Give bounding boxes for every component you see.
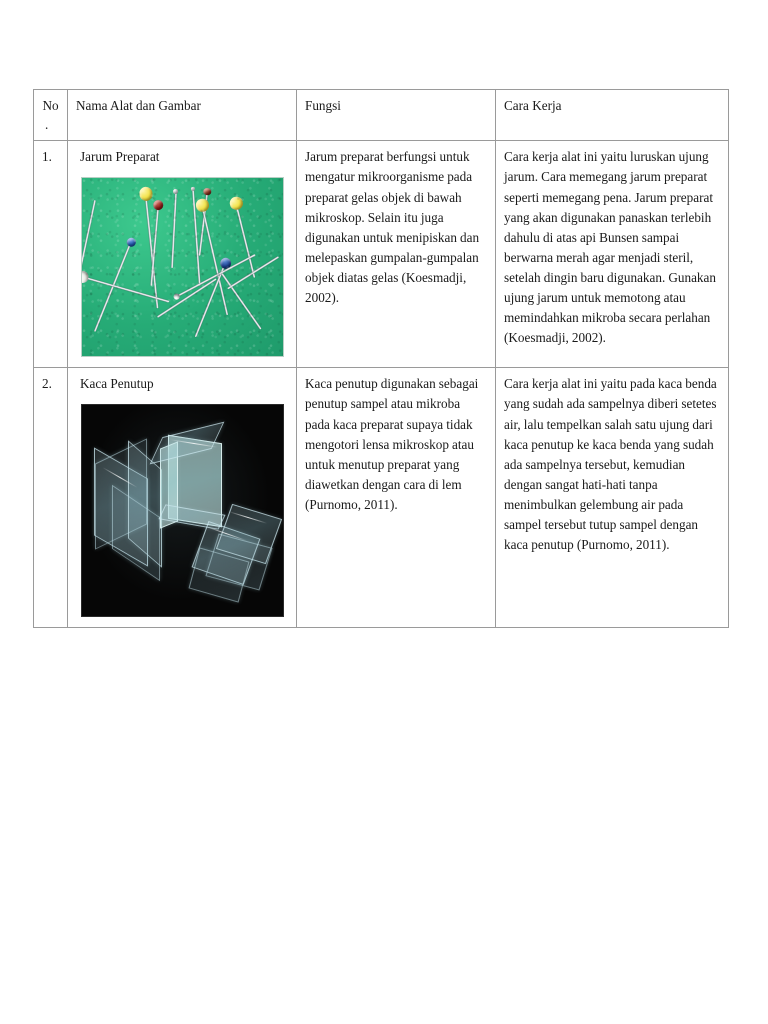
table-header-row: [34, 90, 729, 141]
table-header: [34, 90, 729, 141]
procedure-cell: [496, 141, 729, 368]
row-number: 1.: [34, 141, 68, 368]
table-body: [34, 141, 729, 628]
function-text: Kaca penutup digunakan sebagai penutup sampel atau mikroba pada kaca preparat supaya tidak mengotori lensa mikroskop atau untuk menutup preparat yang diawetkan dengan cara di lem (Purnomo, 2011).: [305, 376, 479, 513]
procedure-text: Cara kerja alat ini yaitu pada kaca benda yang sudah ada sampelnya diberi setetes air, lalu tempelkan salah satu ujung dari kaca penutup ke kaca benda yang sudah ada sampelnya tersebut, kemudian dengan sangat hati-hati tanpa menimbulkan gelembung air pada sampel tersebut tutup sampel dengan kaca penutup (Purnomo, 2011).: [504, 376, 717, 553]
column-header-no-label: No: [42, 98, 59, 113]
lab-equipment-table: [33, 89, 729, 628]
equipment-figure: [81, 404, 289, 617]
function-text: Jarum preparat berfungsi untuk mengatur mikroorganisme pada preparat gelas objek di bawah mikroskop. Selain itu juga digunakan untuk menipiskan dan melepaskan gumpalan-gumpalan objek diatas gelas (Koesmadji, 2002).: [305, 149, 480, 306]
procedure-text: Cara kerja alat ini yaitu luruskan ujung jarum. Cara memegang jarum preparat seperti memegang pena. Jarum preparat yang akan digunakan panaskan terlebih dahulu di atas api Bunsen sampai berwarna merah agar menjadi steril, setelah dingin baru digunakan. Gunakan ujung jarum untuk memotong atau memindahkan mikroba secara perlahan (Koesmadji, 2002).: [504, 149, 716, 346]
kaca-penutup-photo: [81, 404, 284, 617]
equipment-name-cell: [68, 368, 297, 628]
column-header-nama: Nama Alat dan Gambar: [68, 90, 297, 141]
function-cell: [297, 141, 496, 368]
equipment-name: Kaca Penutup: [80, 376, 154, 392]
column-header-cara-kerja: Cara Kerja: [496, 90, 729, 141]
table-row: [34, 141, 729, 368]
procedure-cell: [496, 368, 729, 628]
column-header-fungsi: Fungsi: [297, 90, 496, 141]
table-row: [34, 368, 729, 628]
column-header-no: [34, 90, 68, 141]
row-number: 2.: [34, 368, 68, 628]
equipment-figure: [81, 177, 289, 357]
column-header-no-dot: .: [45, 117, 49, 133]
function-cell: [297, 368, 496, 628]
equipment-name: Jarum Preparat: [80, 149, 160, 165]
equipment-name-cell: [68, 141, 297, 368]
jarum-preparat-photo: [81, 177, 284, 357]
